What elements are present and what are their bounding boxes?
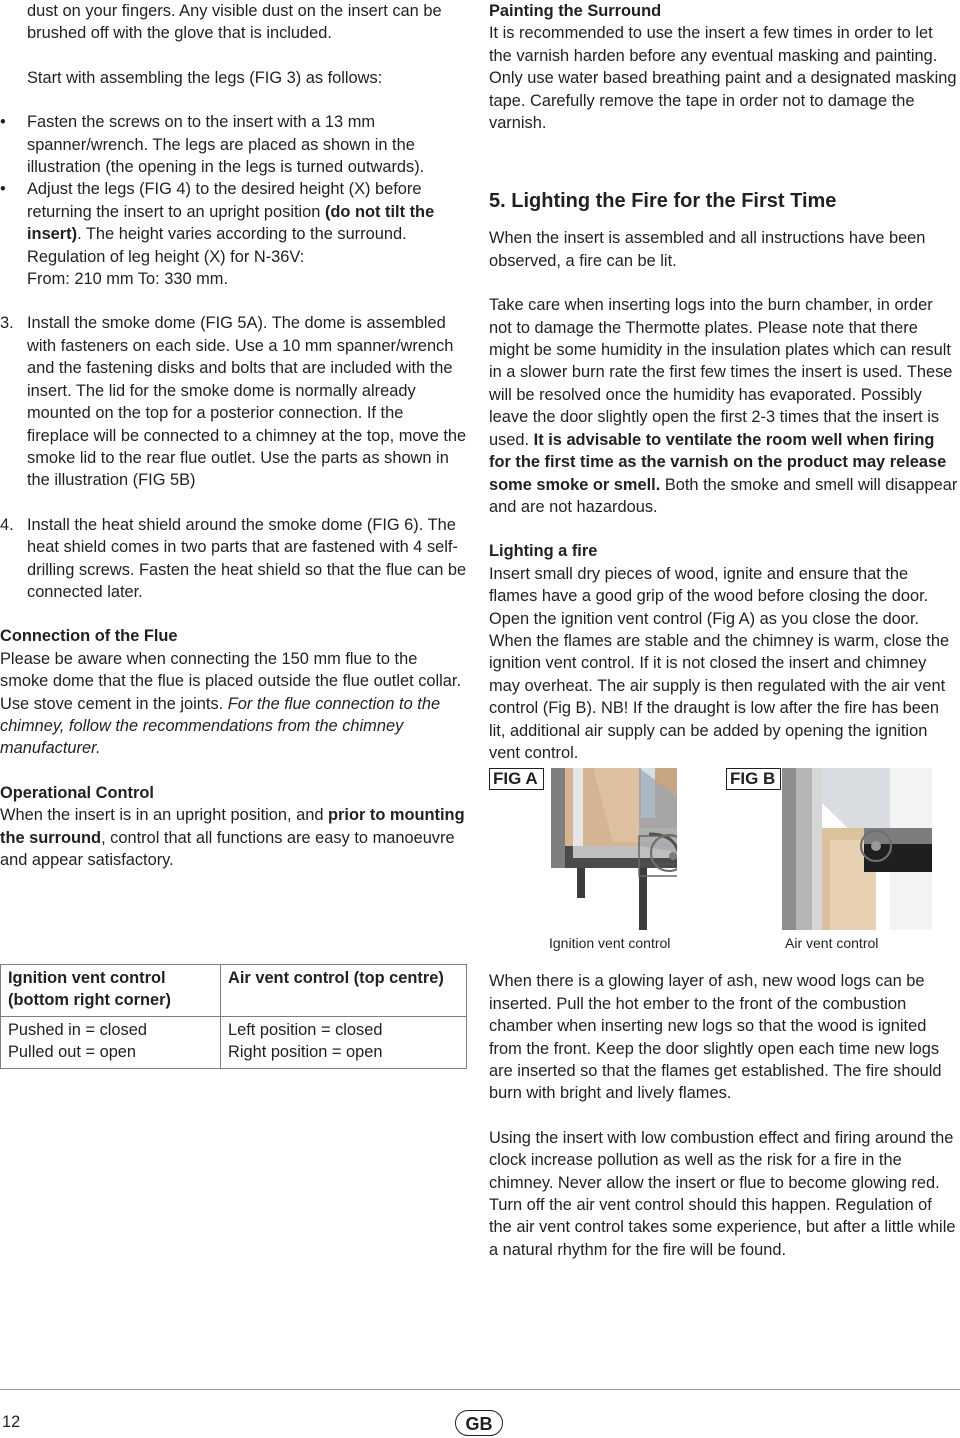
bullet-adjust-legs: • Adjust the legs (FIG 4) to the desired height (X) before returning the insert to an upright position (do not tilt the insert). The height varies according to the surround. [0,178,468,245]
page-number: 12 [2,1413,21,1431]
caption-ignition: Ignition vent control [549,935,671,952]
care-paragraph: Take care when inserting logs into the burn chamber, in order not to damage the Thermotte plates. Please note that there might be some humidity in the insulation plates which can result in a slower burn rate the first few times the insert is used. These will be resolved once the humidity has evaporated. Possibly leave the door slightly open the first 2-3 times that the insert is used. It is advisable to ventilate the room well when firing for the first time as the varnish on the product may release some smoke or smell. Both the smoke and smell will disappear and are not hazardous. [489,296,958,516]
table-header-ignition: Ignition vent control (bottom right corner) [1,965,221,1017]
flue-paragraph: Please be aware when connecting the 150 mm flue to the smoke dome that the flue is placed outside the flue outlet collar. Use stove cement in the joints. For the flue connection to the chimney, follow the recommendations from the chimney manufacturer. [0,649,462,758]
left-column [0,0,468,871]
from-to-line: From: 210 mm To: 330 mm. [27,270,228,289]
caption-air: Air vent control [785,935,879,952]
bullet-fasten-screws: • Fasten the screws on to the insert with a 13 mm spanner/wrench. The legs are placed as shown in the illustration (the opening in the legs is turned outwards). [0,111,468,178]
step-4: 4. Install the heat shield around the smoke dome (FIG 6). The heat shield comes in two parts that are fastened with 4 self-drilling screws. Fasten the heat shield so that the flue can be connected later. [0,515,467,601]
start-legs-paragraph: Start with assembling the legs (FIG 3) as follows: [27,68,383,87]
ash-paragraph: When there is a glowing layer of ash, new wood logs can be inserted. Pull the hot ember to the front of the combustion chamber when inserting new logs so that the wood is ignited from the front. Keep the door slightly open each time new logs are inserted so that the flames get established. The fire should burn with bright and lively flames. [489,972,942,1103]
low-combustion-paragraph: Using the insert with low combustion effect and firing around the clock increase pollution as well as the risk for a fire in the chimney. Never allow the insert or flue to become glowing red. Turn off the air vent control should this happen. Regulation of the air vent control takes some experience, but after a little while a natural rhythm for the fire will be found. [489,1128,956,1259]
air-vent-illustration [726,768,932,930]
fig-a-label: FIG A [489,768,544,790]
assembled-paragraph: When the insert is assembled and all instructions have been observed, a fire can be lit. [489,229,926,270]
lighting-paragraph: Insert small dry pieces of wood, ignite and ensure that the flames have a good grip of the wood before closing the door. Open the ignition vent control (Fig A) as you close the door. When the flames are stable and the chimney is warm, close the ignition vent control. If it is not closed the insert and chimney may overheat. The air supply is then regulated with the air vent control (Fig B). NB! If the draught is low after the fire has been lit, additional air supply can be added by opening the ignition vent control. [489,564,950,762]
ignition-vent-illustration [489,768,677,930]
fig-b-label: FIG B [726,768,781,790]
painting-paragraph: It is recommended to use the insert a few times in order to let the varnish harden before any eventual masking and painting. Only use water based breathing paint and a designated masking tape. Carefully remove the tape in order not to damage the varnish. [489,24,957,133]
table-row [1,965,467,1017]
flue-title: Connection of the Flue [0,627,178,646]
dust-paragraph: dust on your fingers. Any visible dust on the insert can be brushed off with the glove that is included. [27,2,442,43]
figure-a [489,768,677,952]
operational-paragraph: When the insert is in an upright position, and prior to mounting the surround, control that all functions are easy to manoeuvre and appear satisfactory. [0,806,465,869]
operational-title: Operational Control [0,783,154,802]
footer-divider [0,1389,960,1390]
right-column [489,0,959,1261]
language-badge: GB [455,1410,503,1436]
table-row [1,1016,467,1068]
section-5-heading: 5. Lighting the Fire for the First Time [489,190,837,213]
table-cell-air: Left position = closed Right position = open [221,1016,467,1068]
regulation-line: Regulation of leg height (X) for N-36V: [27,247,305,266]
table-header-air: Air vent control (top centre) [221,965,467,1017]
step-3: 3. Install the smoke dome (FIG 5A). The dome is assembled with fasteners on each side. Use a 10 mm spanner/wrench and the fastening disks and bolts that are included with the insert. The lid for the smoke dome is normally already mounted on the top for a posterior connection. If the fireplace will be connected to a chimney at the top, move the smoke lid to the rear flue outlet. Use the parts as shown in the illustration (FIG 5B) [0,314,467,490]
lighting-title: Lighting a fire [489,542,598,561]
figure-b [726,768,932,952]
painting-title: Painting the Surround [489,2,662,20]
vent-control-table [0,964,467,1069]
table-cell-ignition: Pushed in = closed Pulled out = open [1,1016,221,1068]
figures [489,768,959,952]
